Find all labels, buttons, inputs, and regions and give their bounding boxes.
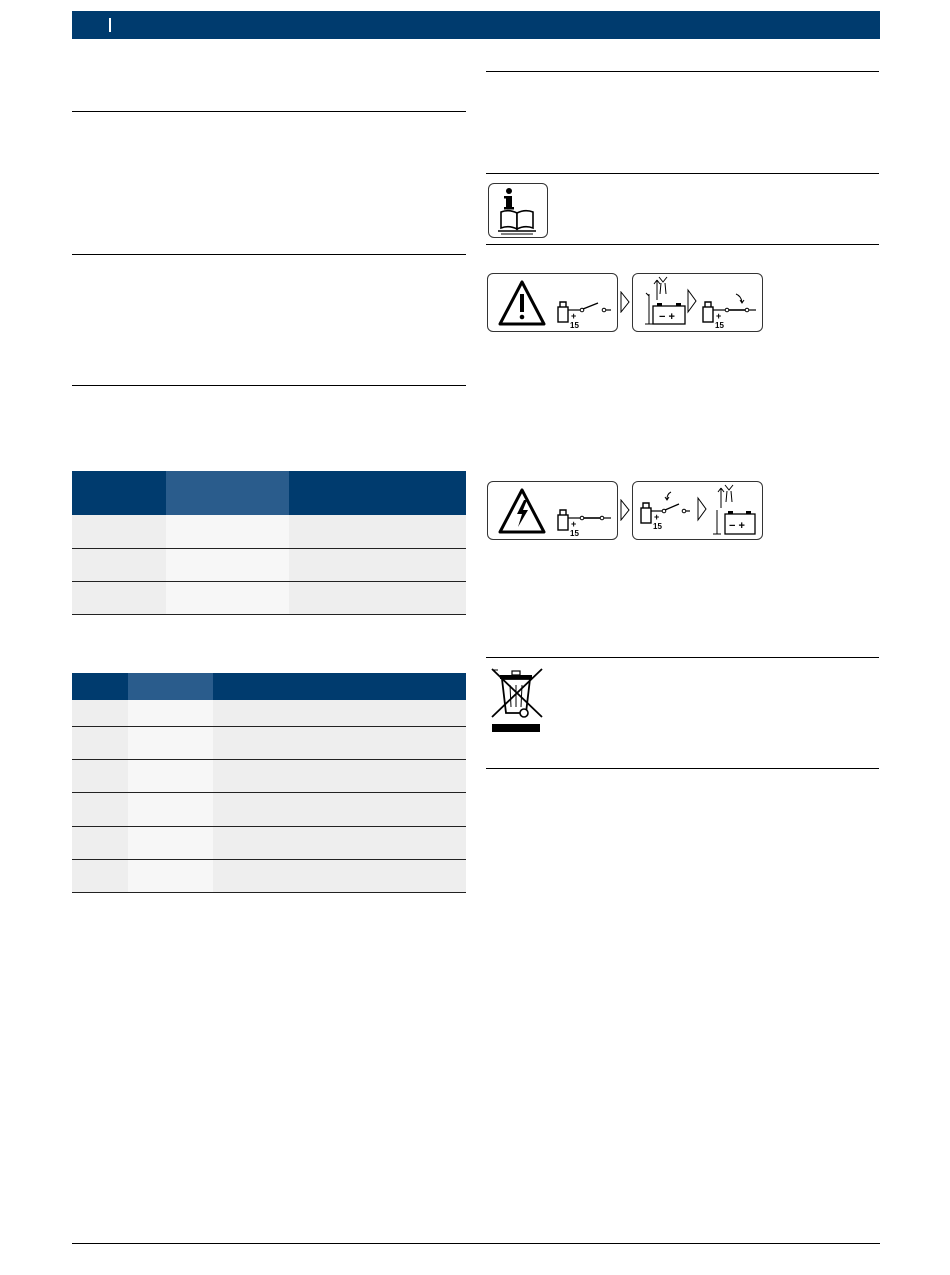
table-cell [128,792,213,826]
section-divider [486,657,879,658]
section-divider [486,244,879,245]
section-divider [486,71,879,72]
battery-clamp-disconnect-icon [632,481,763,540]
table-cell [289,548,466,581]
table-row [72,581,466,614]
table-header-cell [72,471,166,515]
table-cell [213,859,466,892]
table-header-cell [128,673,213,700]
svg-text:+: + [571,519,577,529]
step-arrow-icon [619,291,631,313]
table-cell [166,515,289,548]
table-cell [128,726,213,759]
table-row [72,759,466,792]
svg-text:− +: − + [659,311,675,323]
ignition-switch-off-icon [641,492,690,523]
table-header-row [72,471,466,515]
ignition-switch-on-icon [703,294,756,322]
data-table-2 [72,673,466,893]
table-header-cell [213,673,466,700]
table-cell [289,515,466,548]
high-voltage-warning-icon [487,481,618,540]
section-divider [486,173,879,174]
section-divider [72,254,466,255]
table-cell [128,826,213,859]
table-row [72,726,466,759]
table-row [72,826,466,859]
table-header-row [72,673,466,700]
svg-text:+: + [571,311,577,321]
table-header-cell [289,471,466,515]
table-cell [72,700,128,726]
table-cell [72,726,128,759]
table-cell [213,700,466,726]
table-cell [128,700,213,726]
table-cell [72,548,166,581]
table-row [72,859,466,892]
svg-text:15: 15 [570,321,579,330]
table-cell [72,759,128,792]
svg-text:− +: − + [729,520,745,532]
table-cell [72,581,166,614]
table-header-cell [166,471,289,515]
svg-text:+: + [716,311,722,321]
footer-divider [72,1243,880,1244]
header-bar [72,11,880,39]
table-cell [213,726,466,759]
table-cell [166,548,289,581]
table-cell [289,581,466,614]
table-row [72,515,466,548]
table-cell [128,759,213,792]
svg-text:15: 15 [570,529,579,538]
section-divider [486,768,879,769]
table-row [72,700,466,726]
battery-clamp-connect-icon [632,273,763,332]
svg-text:15: 15 [715,321,724,330]
table-header-cell [72,673,128,700]
data-table-1 [72,471,466,615]
exclamation-warning-icon [487,273,618,332]
svg-text:15: 15 [653,522,662,531]
table-cell [166,581,289,614]
table-cell [72,859,128,892]
table-cell [72,826,128,859]
table-cell [128,859,213,892]
table-cell [72,792,128,826]
crossed-out-wheelie-bin-icon [488,665,544,735]
ignition-switch-on-icon [558,510,611,530]
table-cell [213,792,466,826]
section-divider [72,111,466,112]
table-cell [72,515,166,548]
table-row [72,792,466,826]
table-row [72,548,466,581]
header-separator [109,18,111,32]
svg-text:+: + [654,512,660,522]
step-arrow-icon [619,499,631,521]
ignition-switch-off-icon [558,302,611,322]
info-manual-icon [488,183,548,238]
table-cell [213,759,466,792]
table-cell [213,826,466,859]
section-divider [72,385,466,386]
